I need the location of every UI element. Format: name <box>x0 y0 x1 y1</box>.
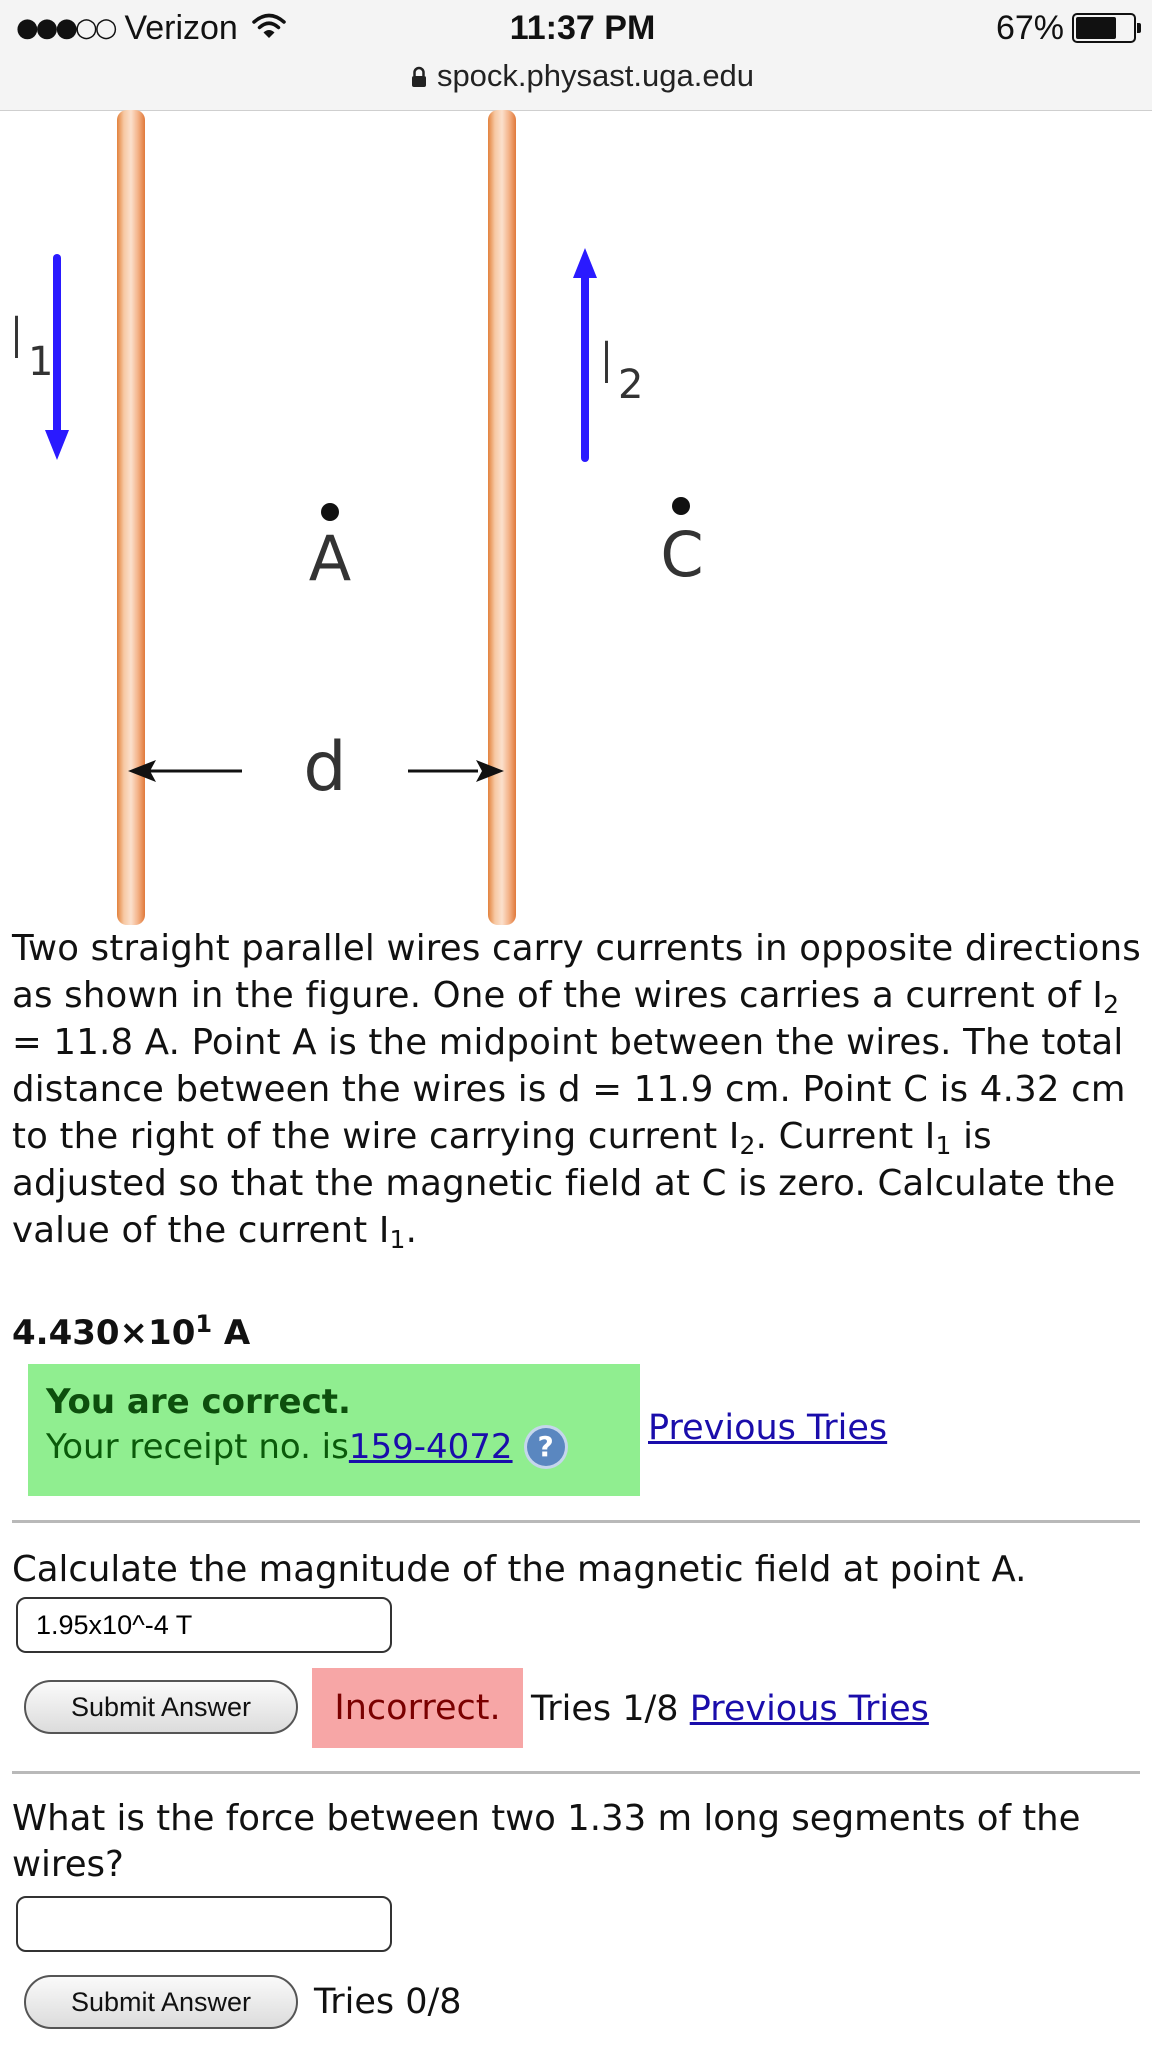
label-i2-subscript: 2 <box>618 362 644 408</box>
receipt-line: Your receipt no. is 159-4072 ? <box>46 1424 622 1470</box>
signal-strength-icon: ●●●○○ <box>16 13 115 43</box>
previous-tries-link-2[interactable]: Previous Tries <box>689 1689 929 1729</box>
problem-text-4: is adjusted so that the magnetic field at C is zero. Calculate the value of the current I <box>12 1116 1116 1251</box>
wire-2 <box>488 110 516 925</box>
correct-title: You are correct. <box>46 1382 351 1422</box>
incorrect-status: Incorrect. <box>312 1668 523 1748</box>
label-i1-subscript: 1 <box>28 339 54 385</box>
previous-tries-link-1[interactable]: Previous Tries <box>648 1408 888 1448</box>
submitted-answer-1: $4.430\times 10^1$ A <box>12 1310 251 1353</box>
battery-icon <box>1072 13 1136 43</box>
problem-statement <box>12 925 1147 1254</box>
subscript: 1 <box>389 1225 406 1254</box>
point-c-label: C <box>660 518 704 591</box>
lock-icon <box>411 56 427 100</box>
point-a-dot <box>321 503 339 521</box>
battery-percentage: 67% <box>995 9 1064 47</box>
correct-feedback <box>28 1364 640 1496</box>
divider <box>12 1520 1140 1523</box>
subscript: 2 <box>739 1131 756 1160</box>
problem-text-5: . <box>405 1210 418 1251</box>
submit-answer-button-2[interactable]: Submit Answer <box>24 1680 298 1734</box>
subscript: 1 <box>935 1131 952 1160</box>
problem-text-2: = 11.8 A. Point A is the midpoint between the wires. The total distance between the wires is d = 11.9 cm. Point C is 4.32 cm to the right of the wire carrying current I <box>12 1022 1126 1157</box>
wire-1 <box>117 110 145 925</box>
status-bar <box>0 0 1152 111</box>
question-3-answer-input[interactable] <box>16 1896 392 1952</box>
help-icon[interactable]: ? <box>527 1428 565 1466</box>
submit-answer-button-3[interactable]: Submit Answer <box>24 1975 298 2029</box>
subscript: 2 <box>1103 990 1120 1019</box>
receipt-link[interactable]: 159-4072 <box>348 1427 513 1467</box>
clock: 11:37 PM <box>509 9 656 47</box>
label-i2: I <box>598 329 616 397</box>
url-text: spock.physast.uga.edu <box>436 58 755 93</box>
problem-text-1: Two straight parallel wires carry currents in opposite directions as shown in the figure. One of the wires carries a current of I <box>12 928 1141 1016</box>
point-a-label: A <box>308 522 352 595</box>
distance-label: d <box>303 728 347 807</box>
label-i1: I <box>8 304 26 372</box>
status-right <box>996 6 1136 50</box>
tries-status-2: Tries 1/8 Previous Tries <box>531 1689 929 1729</box>
url-bar[interactable] <box>0 54 1152 100</box>
question-3-text: What is the force between two 1.33 m long segments of the wires? <box>12 1798 1081 1885</box>
divider <box>12 1771 1140 1774</box>
current-2-arrow-up <box>573 248 597 458</box>
distance-arrow-left <box>128 760 242 782</box>
carrier-name: Verizon <box>124 9 238 47</box>
question-2-text: Calculate the magnitude of the magnetic field at point A. <box>12 1549 1027 1590</box>
battery-fill <box>1076 17 1116 39</box>
tries-status-3: Tries 0/8 <box>314 1982 462 2022</box>
problem-text-3: . Current I <box>755 1116 936 1157</box>
question-2-answer-input[interactable] <box>16 1597 392 1653</box>
point-c-dot <box>672 497 690 515</box>
wires-figure <box>0 110 1152 925</box>
